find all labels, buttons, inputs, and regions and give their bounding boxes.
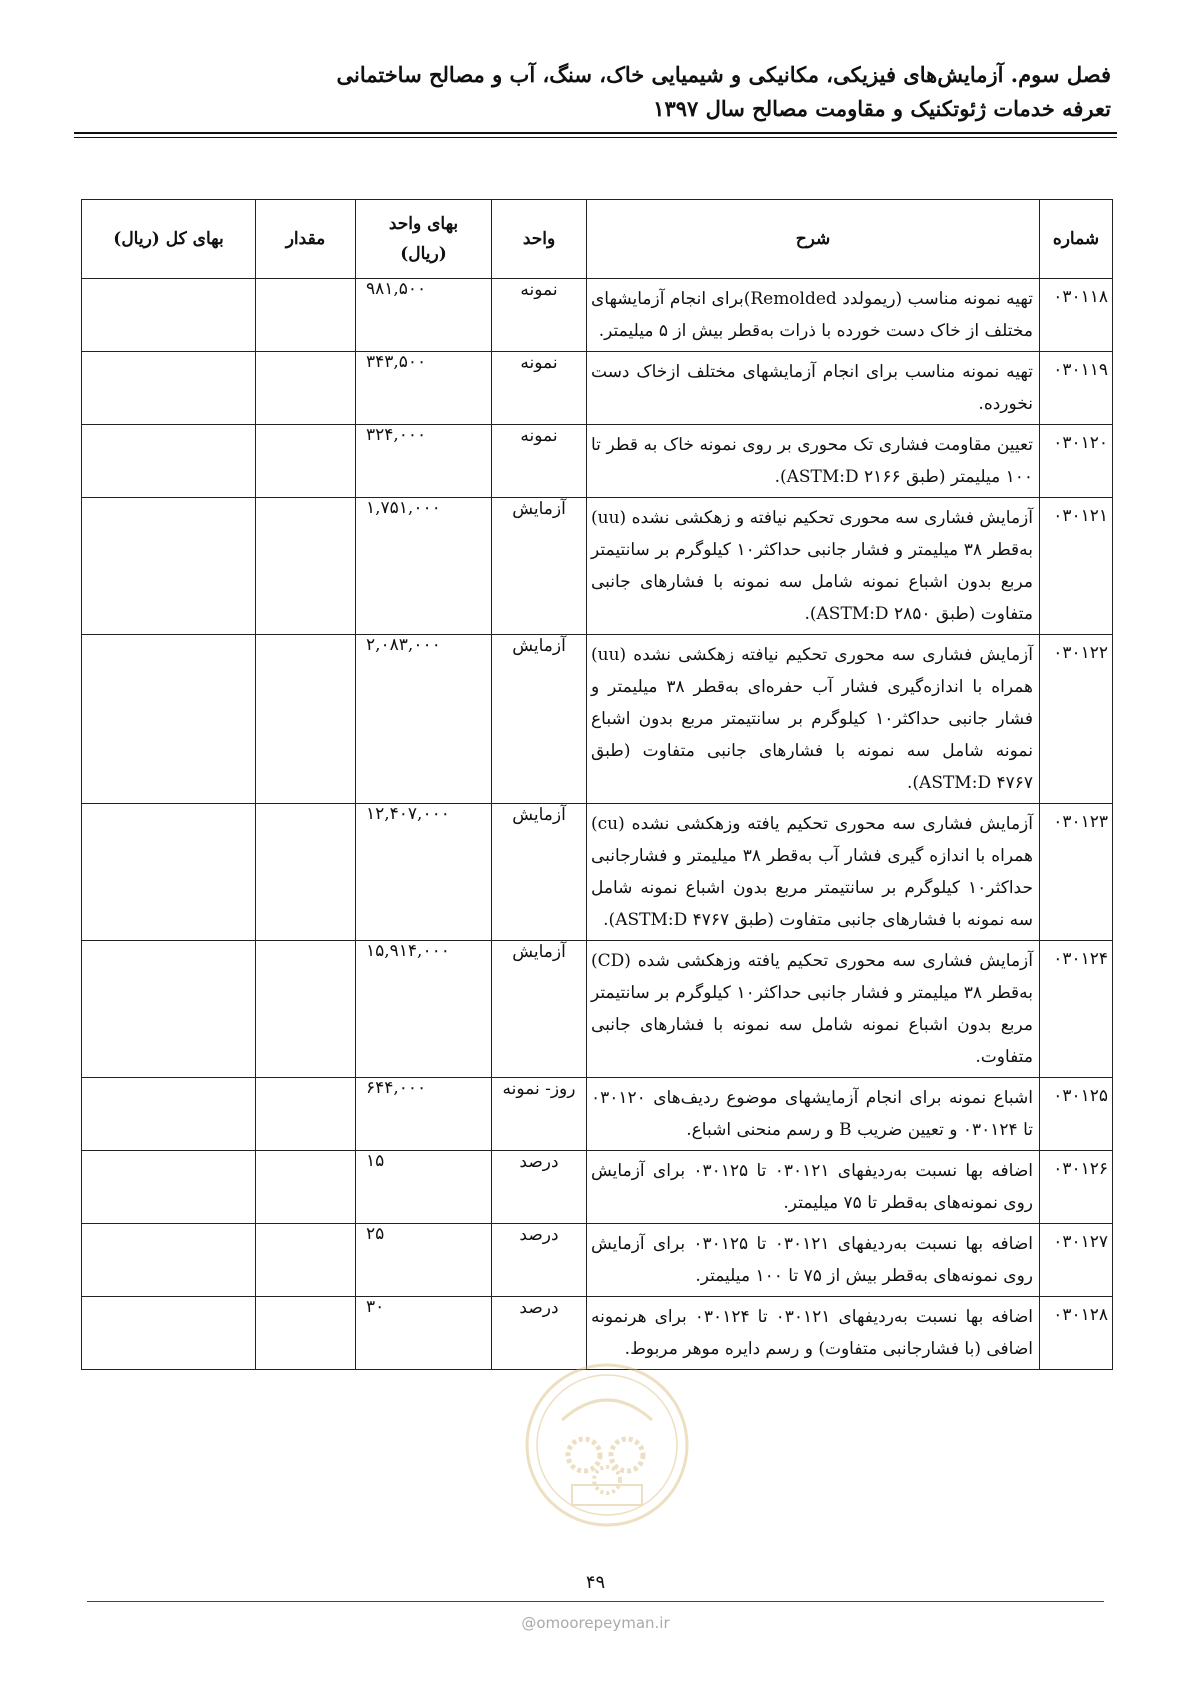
- header-rule-thick: [74, 132, 1117, 134]
- row-description: تهیه نمونه مناسب (ریمولدد Remolded)برای انجام آزمایشهای مختلف از خاک دست خورده با ذرات به‌قطر بیش از ۵ میلیمتر.: [587, 279, 1040, 352]
- row-number: ۰۳۰۱۲۶: [1040, 1151, 1113, 1224]
- header-unit: واحد: [492, 200, 587, 279]
- row-quantity: [256, 635, 356, 804]
- row-number: ۰۳۰۱۲۳: [1040, 804, 1113, 941]
- row-total-price: [82, 1078, 256, 1151]
- row-quantity: [256, 1151, 356, 1224]
- row-unit-price: ۱۵: [356, 1151, 492, 1224]
- header-unit-price: [356, 200, 492, 279]
- row-unit: درصد: [492, 1297, 587, 1370]
- table-row: [82, 1151, 1113, 1224]
- row-number: ۰۳۰۱۲۱: [1040, 498, 1113, 635]
- row-total-price: [82, 804, 256, 941]
- row-unit: درصد: [492, 1151, 587, 1224]
- row-unit: آزمایش: [492, 804, 587, 941]
- row-quantity: [256, 498, 356, 635]
- table-row: [82, 498, 1113, 635]
- row-total-price: [82, 941, 256, 1078]
- row-total-price: [82, 1224, 256, 1297]
- row-number: ۰۳۰۱۲۷: [1040, 1224, 1113, 1297]
- row-number: ۰۳۰۱۲۸: [1040, 1297, 1113, 1370]
- stamp-watermark: [522, 1360, 692, 1530]
- row-description: تهیه نمونه مناسب برای انجام آزمایشهای مختلف ازخاک دست نخورده.: [587, 352, 1040, 425]
- header-rule-thin: [74, 137, 1117, 138]
- row-total-price: [82, 635, 256, 804]
- row-unit-price: ۲,۰۸۳,۰۰۰: [356, 635, 492, 804]
- row-unit-price: ۲۵: [356, 1224, 492, 1297]
- table-row: [82, 1224, 1113, 1297]
- row-unit: درصد: [492, 1224, 587, 1297]
- row-quantity: [256, 1224, 356, 1297]
- row-unit: روز- نمونه: [492, 1078, 587, 1151]
- row-quantity: [256, 804, 356, 941]
- row-description: آزمایش فشاری سه محوری تحکیم نیافته زهکشی نشده (uu) همراه با اندازه‌گیری فشار آب حفره‌ای به‌قطر ۳۸ میلیمتر و فشار جانبی حداکثر۱۰ کیلوگرم بر سانتیمتر مربع بدون اشباع نمونه شامل سه نمونه با فشارهای جانبی متفاوت (طبق ASTM:D ۴۷۶۷).: [587, 635, 1040, 804]
- table-row: [82, 804, 1113, 941]
- row-number: ۰۳۰۱۱۸: [1040, 279, 1113, 352]
- table-row: [82, 425, 1113, 498]
- header-unit-price-currency: (ریال): [400, 244, 447, 264]
- row-total-price: [82, 352, 256, 425]
- row-number: ۰۳۰۱۲۲: [1040, 635, 1113, 804]
- header-quantity: مقدار: [256, 200, 356, 279]
- header-description: شرح: [587, 200, 1040, 279]
- row-number: ۰۳۰۱۲۵: [1040, 1078, 1113, 1151]
- row-unit-price: ۱,۷۵۱,۰۰۰: [356, 498, 492, 635]
- table-row: [82, 1078, 1113, 1151]
- row-unit: آزمایش: [492, 498, 587, 635]
- row-unit-price: ۹۸۱,۵۰۰: [356, 279, 492, 352]
- row-unit-price: ۶۴۴,۰۰۰: [356, 1078, 492, 1151]
- row-quantity: [256, 279, 356, 352]
- tariff-title: تعرفه خدمات ژئوتکنیک و مقاومت مصالح سال ۱۳۹۷: [653, 96, 1111, 121]
- row-unit-price: ۳۲۴,۰۰۰: [356, 425, 492, 498]
- row-total-price: [82, 1151, 256, 1224]
- row-quantity: [256, 352, 356, 425]
- row-unit-price: ۱۵,۹۱۴,۰۰۰: [356, 941, 492, 1078]
- page-number: ۴۹: [585, 1572, 606, 1593]
- row-description: آزمایش فشاری سه محوری تحکیم یافته وزهکشی شده (CD) به‌قطر ۳۸ میلیمتر و فشار جانبی حداکثر۱۰ کیلوگرم بر سانتیمتر مربع بدون اشباع نمونه شامل سه نمونه با فشارهای جانبی متفاوت.: [587, 941, 1040, 1078]
- row-description: اشباع نمونه برای انجام آزمایشهای موضوع ردیف‌های ۰۳۰۱۲۰ تا ۰۳۰۱۲۴ و تعیین ضریب B و رسم منحنی اشباع.: [587, 1078, 1040, 1151]
- website-watermark: @omoorepeyman.ir: [521, 1614, 670, 1632]
- row-number: ۰۳۰۱۲۴: [1040, 941, 1113, 1078]
- row-total-price: [82, 279, 256, 352]
- row-unit-price: ۱۲,۴۰۷,۰۰۰: [356, 804, 492, 941]
- row-description: تعیین مقاومت فشاری تک محوری بر روی نمونه خاک به قطر تا ۱۰۰ میلیمتر (طبق ASTM:D ۲۱۶۶).: [587, 425, 1040, 498]
- tariff-table: [81, 199, 1113, 1370]
- row-unit: آزمایش: [492, 941, 587, 1078]
- row-quantity: [256, 941, 356, 1078]
- row-number: ۰۳۰۱۱۹: [1040, 352, 1113, 425]
- row-unit: نمونه: [492, 352, 587, 425]
- table-row: [82, 352, 1113, 425]
- chapter-title: فصل سوم. آزمایش‌های فیزیکی، مکانیکی و شیمیایی خاک، سنگ، آب و مصالح ساختمانی: [336, 62, 1111, 87]
- row-description: آزمایش فشاری سه محوری تحکیم نیافته و زهکشی نشده (uu) به‌قطر ۳۸ میلیمتر و فشار جانبی حداکثر۱۰ کیلوگرم بر سانتیمتر مربع بدون اشباع نمونه شامل سه نمونه با فشارهای جانبی متفاوت (طبق ASTM:D ۲۸۵۰).: [587, 498, 1040, 635]
- row-description: اضافه بها نسبت به‌ردیفهای ۰۳۰۱۲۱ تا ۰۳۰۱۲۴ برای هرنمونه اضافی (با فشارجانبی متفاوت) و رسم دایره موهر مربوط.: [587, 1297, 1040, 1370]
- table-row: [82, 635, 1113, 804]
- row-unit: آزمایش: [492, 635, 587, 804]
- row-unit-price: ۳۴۳,۵۰۰: [356, 352, 492, 425]
- header-unit-price-label: بهای واحد: [388, 214, 459, 234]
- row-unit-price: ۳۰: [356, 1297, 492, 1370]
- row-total-price: [82, 425, 256, 498]
- row-unit: نمونه: [492, 279, 587, 352]
- row-quantity: [256, 1297, 356, 1370]
- row-quantity: [256, 1078, 356, 1151]
- row-total-price: [82, 498, 256, 635]
- row-description: آزمایش فشاری سه محوری تحکیم یافته وزهکشی نشده (cu) همراه با اندازه گیری فشار آب به‌قطر ۳۸ میلیمتر و فشارجانبی حداکثر۱۰ کیلوگرم بر سانتیمتر مربع بدون اشباع نمونه شامل سه نمونه با فشارهای جانبی متفاوت (طبق ASTM:D ۴۷۶۷).: [587, 804, 1040, 941]
- row-description: اضافه بها نسبت به‌ردیفهای ۰۳۰۱۲۱ تا ۰۳۰۱۲۵ برای آزمایش روی نمونه‌های به‌قطر بیش از ۷۵ تا ۱۰۰ میلیمتر.: [587, 1224, 1040, 1297]
- row-total-price: [82, 1297, 256, 1370]
- row-unit: نمونه: [492, 425, 587, 498]
- header-number: شماره: [1040, 200, 1113, 279]
- footer-rule: [87, 1601, 1104, 1602]
- table-header-row: [82, 200, 1113, 279]
- table-row: [82, 279, 1113, 352]
- row-number: ۰۳۰۱۲۰: [1040, 425, 1113, 498]
- table-row: [82, 1297, 1113, 1370]
- row-description: اضافه بها نسبت به‌ردیفهای ۰۳۰۱۲۱ تا ۰۳۰۱۲۵ برای آزمایش روی نمونه‌های به‌قطر تا ۷۵ میلیمتر.: [587, 1151, 1040, 1224]
- row-quantity: [256, 425, 356, 498]
- page-header: [71, 58, 1111, 126]
- table-row: [82, 941, 1113, 1078]
- header-total-price: بهای کل (ریال): [82, 200, 256, 279]
